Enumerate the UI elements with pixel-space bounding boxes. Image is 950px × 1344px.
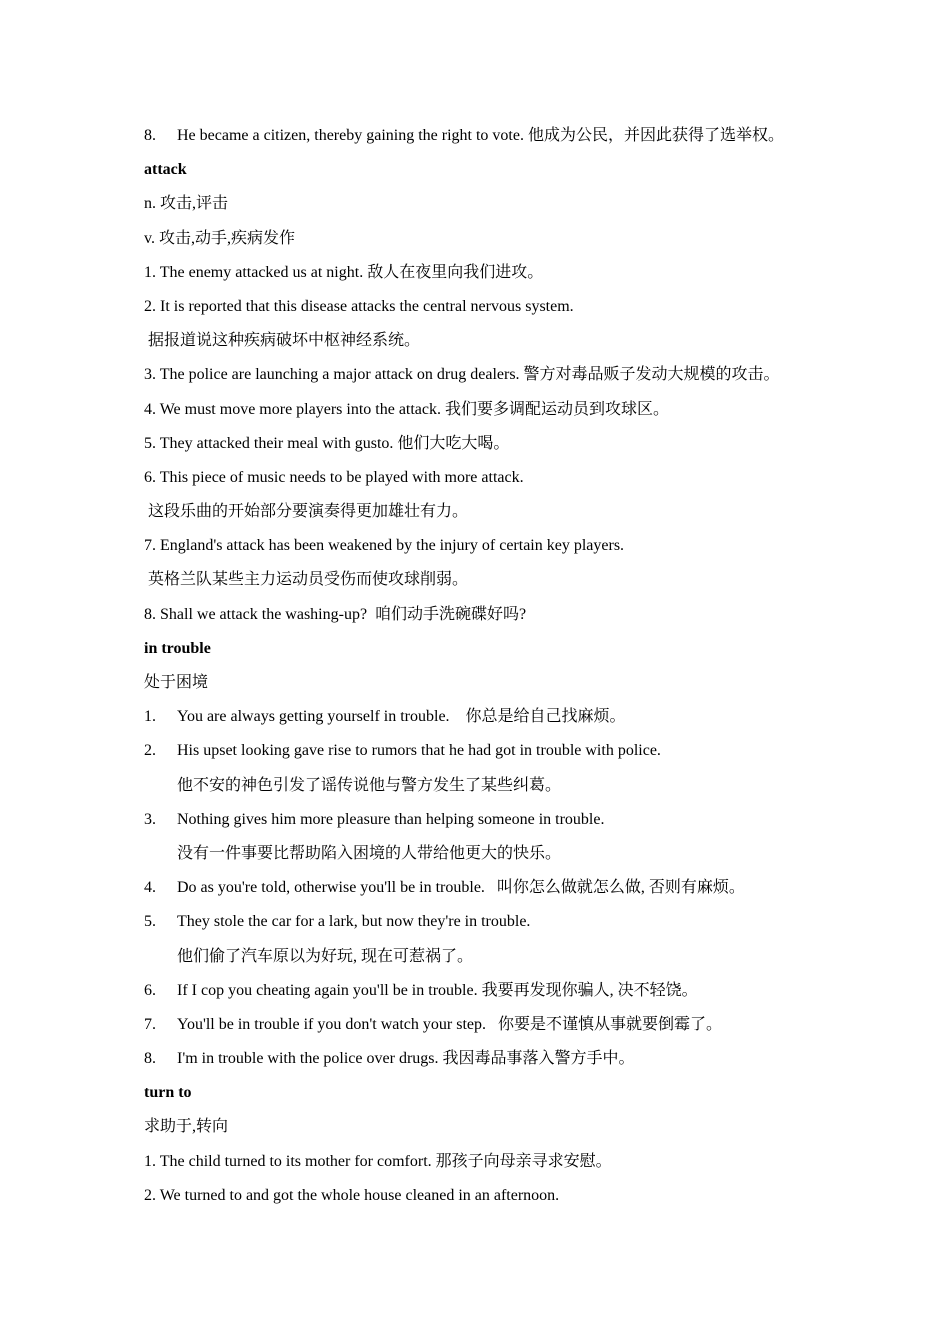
example-line [144, 1013, 824, 1047]
item-number: 8. [144, 1050, 156, 1068]
item-number: 5. [144, 913, 156, 931]
entry-heading-attack: attack [144, 161, 187, 179]
example-text: Do as you're told, otherwise you'll be in trouble. 叫你怎么做就怎么做, 否则有麻烦。 [177, 879, 745, 897]
example-text: He became a citizen, thereby gaining the right to vote. 他成为公民，并因此获得了选举权。 [177, 127, 784, 144]
item-number: 2. [144, 742, 156, 760]
example-translation: 这段乐曲的开始部分要演奏得更加雄壮有力。 [148, 503, 469, 521]
example-line [144, 876, 824, 910]
example-line [144, 705, 824, 739]
example-text: If I cop you cheating again you'll be in trouble. 我要再发现你骗人, 决不轻饶。 [177, 981, 698, 999]
example-line: 8. Shall we attack the washing-up? 咱们动手洗碗碟好吗? [144, 605, 527, 623]
example-line: 2. We turned to and got the whole house cleaned in an afternoon. [144, 1186, 560, 1204]
example-line [144, 739, 824, 773]
item-number: 4. [144, 879, 156, 897]
example-text: His upset looking gave rise to rumors that he had got in trouble with police. [177, 742, 661, 760]
definition-verb: v. 攻击,动手,疾病发作 [144, 229, 295, 247]
item-number: 8. [144, 127, 156, 144]
example-line: 1. The child turned to its mother for comfort. 那孩子向母亲寻求安慰。 [144, 1152, 612, 1170]
example-line: 3. The police are launching a major attack on drug dealers. 警方对毒品贩子发动大规模的攻击。 [144, 366, 780, 384]
example-line: 6. This piece of music needs to be played with more attack. [144, 468, 524, 486]
item-number: 6. [144, 981, 156, 999]
example-translation: 英格兰队某些主力运动员受伤而使攻球削弱。 [148, 571, 469, 589]
definition: 处于困境 [144, 674, 209, 691]
item-number: 1. [144, 708, 156, 726]
entry-heading-turn-to: turn to [144, 1084, 192, 1102]
example-line: 1. The enemy attacked us at night. 敌人在夜里向我们进攻。 [144, 263, 544, 281]
example-line [144, 124, 824, 158]
example-line: 4. We must move more players into the attack. 我们要多调配运动员到攻球区。 [144, 400, 670, 418]
example-line [144, 910, 824, 944]
example-text: Nothing gives him more pleasure than helping someone in trouble. [177, 810, 605, 828]
example-line: 7. England's attack has been weakened by the injury of certain key players. [144, 537, 625, 555]
example-line [144, 979, 824, 1013]
example-line [144, 808, 824, 842]
example-text: You are always getting yourself in trouble. 你总是给自己找麻烦。 [177, 708, 626, 726]
example-translation: 他不安的神色引发了谣传说他与警方发生了某些纠葛。 [177, 776, 562, 794]
example-line: 5. They attacked their meal with gusto. 他们大吃大喝。 [144, 434, 510, 452]
example-text: You'll be in trouble if you don't watch your step. 你要是不谨慎从事就要倒霉了。 [177, 1015, 723, 1033]
example-line: 2. It is reported that this disease attacks the central nervous system. [144, 297, 574, 315]
entry-heading-in-trouble: in trouble [144, 639, 211, 657]
example-translation: 据报道说这种疾病破坏中枢神经系统。 [148, 332, 421, 350]
example-text: They stole the car for a lark, but now they're in trouble. [177, 913, 531, 931]
example-text: I'm in trouble with the police over drugs. 我因毒品事落入警方手中。 [177, 1050, 635, 1068]
document-page [144, 124, 824, 1218]
example-translation: 没有一件事要比帮助陷入困境的人带给他更大的快乐。 [177, 844, 562, 862]
example-line [144, 1047, 824, 1081]
item-number: 3. [144, 810, 156, 828]
item-number: 7. [144, 1015, 156, 1033]
definition-noun: n. 攻击,评击 [144, 195, 229, 213]
definition: 求助于,转向 [144, 1118, 229, 1136]
example-translation: 他们偷了汽车原以为好玩, 现在可惹祸了。 [177, 947, 474, 965]
